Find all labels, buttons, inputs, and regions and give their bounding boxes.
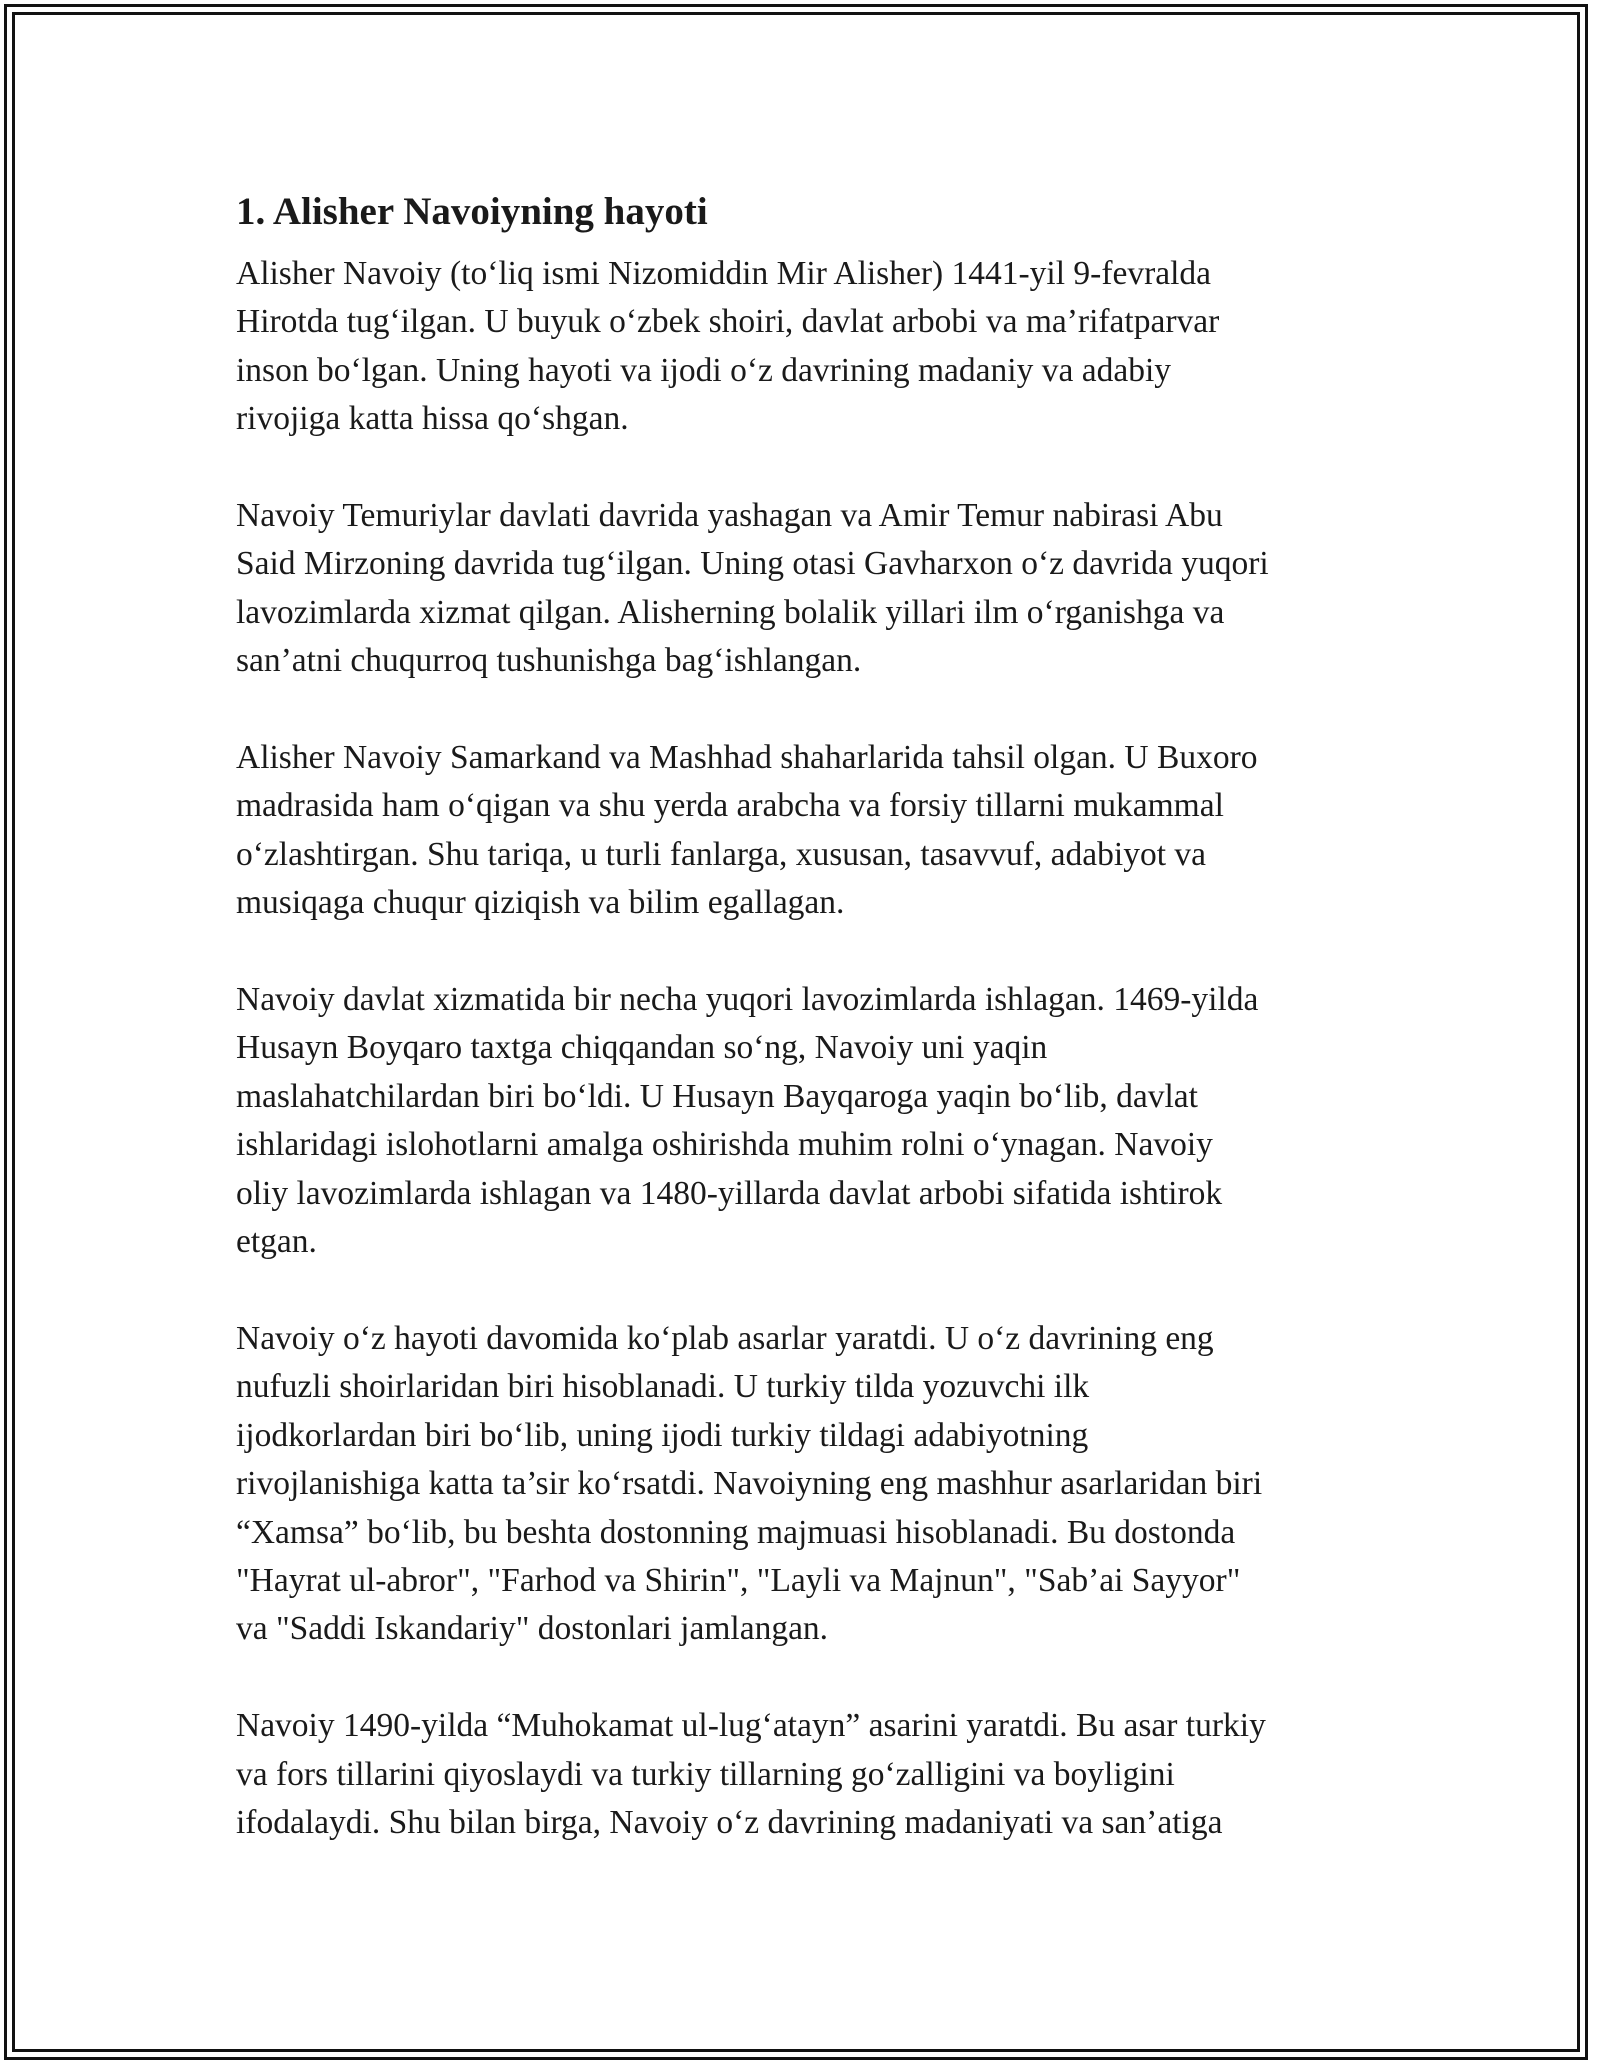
text-line: Navoiy davlat xizmatida bir necha yuqori lavozimlarda ishlagan. 1469-yilda [236,981,1259,1019]
text-line: rivojlanishiga katta ta’sir ko‘rsatdi. Navoiyning eng mashhur asarlaridan biri [236,1465,1263,1503]
paragraph-5 [236,1315,1384,1654]
text-line: ifodalaydi. Shu bilan birga, Navoiy o‘z davrining madaniyati va san’atiga [236,1803,1223,1841]
paragraph-3 [236,734,1384,928]
text-line: maslahatchilardan biri bo‘ldi. U Husayn Bayqaroga yaqin bo‘lib, davlat [236,1077,1198,1115]
text-line: ishlaridagi islohotlarni amalga oshirishda muhim rolni o‘ynagan. Navoiy [236,1126,1213,1164]
text-line: o‘zlashtirgan. Shu tariqa, u turli fanlarga, xususan, tasavvuf, adabiyot va [236,835,1207,873]
section-heading: 1. Alisher Navoiyning hayoti [236,190,708,233]
text-line: inson bo‘lgan. Uning hayoti va ijodi o‘z davrining madaniy va adabiy [236,351,1172,389]
text-line: va fors tillarini qiyoslaydi va turkiy tillarning go‘zalligini va boyligini [236,1755,1175,1793]
paragraph-4 [236,976,1384,1266]
document-body [236,186,1384,1896]
paragraph-2 [236,492,1384,686]
text-line: va "Saddi Iskandariy" dostonlari jamlangan. [236,1610,829,1648]
text-line: madrasida ham o‘qigan va shu yerda arabcha va forsiy tillarni mukammal [236,787,1224,825]
text-line: Navoiy 1490-yilda “Muhokamat ul-lug‘atayn” asarini yaratdi. Bu asar turkiy [236,1707,1266,1745]
text-line: Alisher Navoiy Samarkand va Mashhad shaharlarida tahsil olgan. U Buxoro [236,739,1258,777]
text-line: ijodkorlardan biri bo‘lib, uning ijodi turkiy tildagi adabiyotning [236,1416,1089,1454]
text-line: Navoiy Temuriylar davlati davrida yashagan va Amir Temur nabirasi Abu [236,497,1223,535]
text-line: san’atni chuqurroq tushunishga bag‘ishlangan. [236,642,862,680]
text-line: lavozimlarda xizmat qilgan. Alisherning bolalik yillari ilm o‘rganishga va [236,593,1225,631]
paragraph-6 [236,1702,1384,1847]
text-line: Hirotda tug‘ilgan. U buyuk o‘zbek shoiri, davlat arbobi va ma’rifatparvar [236,303,1220,341]
text-line: “Xamsa” bo‘lib, bu beshta dostonning majmuasi hisoblanadi. Bu dostonda [236,1513,1236,1551]
text-line: Alisher Navoiy (to‘liq ismi Nizomiddin Mir Alisher) 1441-yil 9-fevralda [236,255,1212,292]
paragraph-1 [236,250,1384,444]
text-line: nufuzli shoirlaridan biri hisoblanadi. U turkiy tilda yozuvchi ilk [236,1368,1090,1406]
text-line: etgan. [236,1223,317,1261]
text-line: "Hayrat ul-abror", "Farhod va Shirin", "Layli va Majnun", "Sab’ai Sayyor" [236,1561,1241,1599]
text-line: rivojiga katta hissa qo‘shgan. [236,400,629,438]
text-line: Navoiy o‘z hayoti davomida ko‘plab asarlar yaratdi. U o‘z davrining eng [236,1319,1214,1357]
text-line: musiqaga chuqur qiziqish va bilim egallagan. [236,884,845,922]
text-line: oliy lavozimlarda ishlagan va 1480-yillarda davlat arbobi sifatida ishtirok [236,1174,1223,1212]
text-line: Said Mirzoning davrida tug‘ilgan. Uning otasi Gavharxon o‘z davrida yuqori [236,545,1269,583]
text-line: Husayn Boyqaro taxtga chiqqandan so‘ng, Navoiy uni yaqin [236,1029,1048,1067]
